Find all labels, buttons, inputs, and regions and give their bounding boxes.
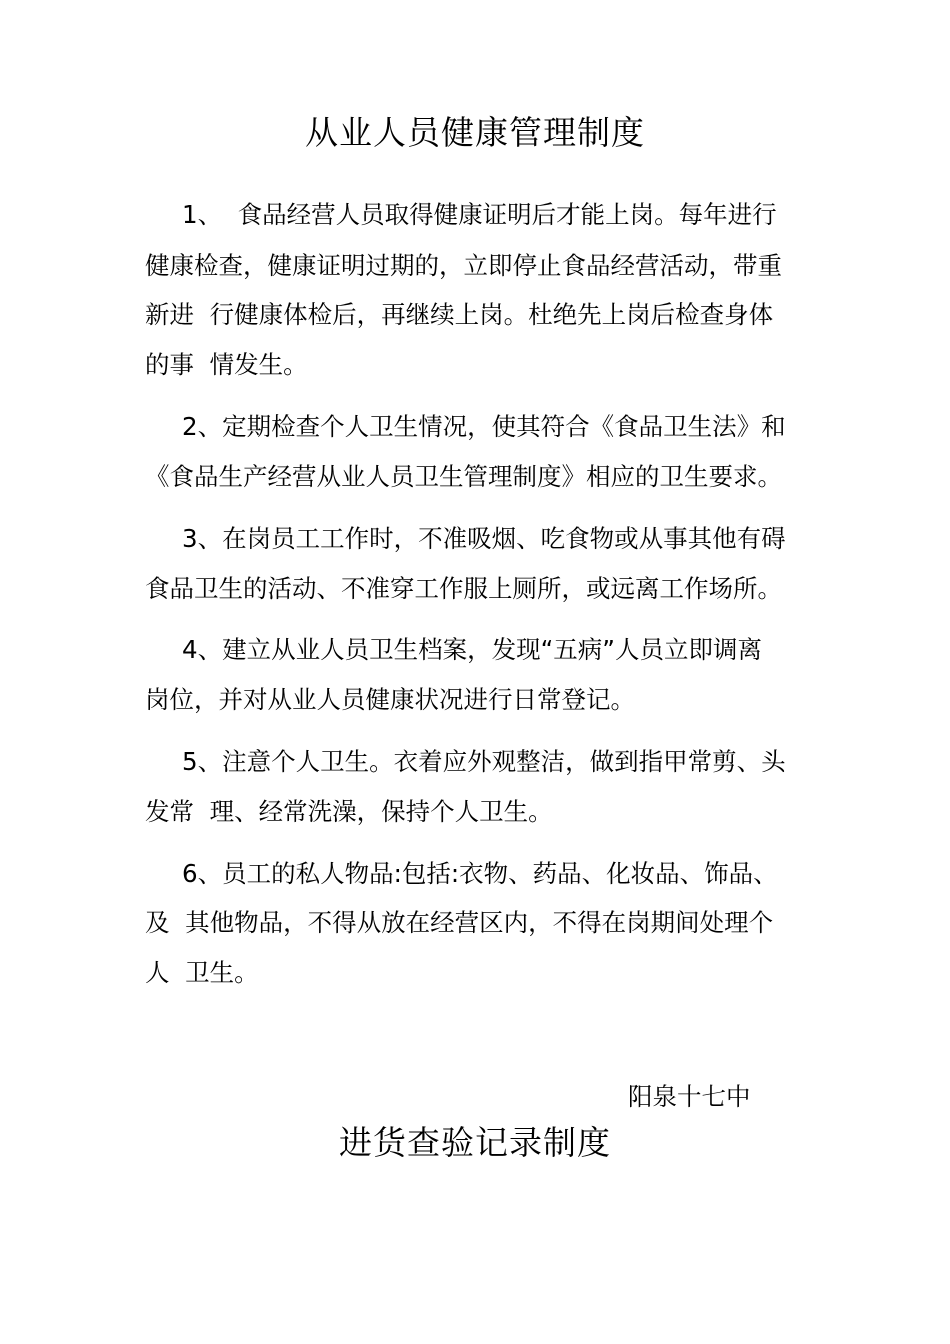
next-section-title: 进货查验记录制度 xyxy=(339,1123,611,1162)
document-title: 从业人员健康管理制度 xyxy=(305,113,645,152)
paragraph-2-line-1: 2、定期检查个人卫生情况，使其符合《食品卫生法》和 xyxy=(182,412,786,441)
paragraph-1-line-2: 健康检查，健康证明过期的，立即停止食品经营活动，带重 xyxy=(145,251,782,280)
paragraph-6-line-1: 6、员工的私人物品:包括:衣物、药品、化妆品、饰品、 xyxy=(182,859,778,888)
paragraph-3-line-2: 食品卫生的活动、不准穿工作服上厕所，或远离工作场所。 xyxy=(145,574,782,603)
paragraph-4-line-2: 岗位，并对从业人员健康状况进行日常登记。 xyxy=(145,685,635,714)
paragraph-6-line-2: 及 其他物品，不得从放在经营区内，不得在岗期间处理个 xyxy=(145,908,774,937)
paragraph-5-line-2: 发常 理、经常洗澡，保持个人卫生。 xyxy=(145,797,553,826)
paragraph-2-line-2: 《食品生产经营从业人员卫生管理制度》相应的卫生要求。 xyxy=(145,462,782,491)
paragraph-1-line-1: 1、 食品经营人员取得健康证明后才能上岗。每年进行 xyxy=(182,200,777,229)
paragraph-1-line-4: 的事 情发生。 xyxy=(145,350,308,379)
signature: 阳泉十七中 xyxy=(628,1082,751,1111)
paragraph-5-line-1: 5、注意个人卫生。衣着应外观整洁，做到指甲常剪、头 xyxy=(182,747,786,776)
paragraph-6-line-3: 人 卫生。 xyxy=(145,958,259,987)
paragraph-1-line-3: 新进 行健康体检后，再继续上岗。杜绝先上岗后检查身体 xyxy=(145,300,774,329)
paragraph-4-line-1: 4、建立从业人员卫生档案，发现“五病”人员立即调离 xyxy=(182,635,762,664)
paragraph-3-line-1: 3、在岗员工工作时，不准吸烟、吃食物或从事其他有碍 xyxy=(182,524,786,553)
